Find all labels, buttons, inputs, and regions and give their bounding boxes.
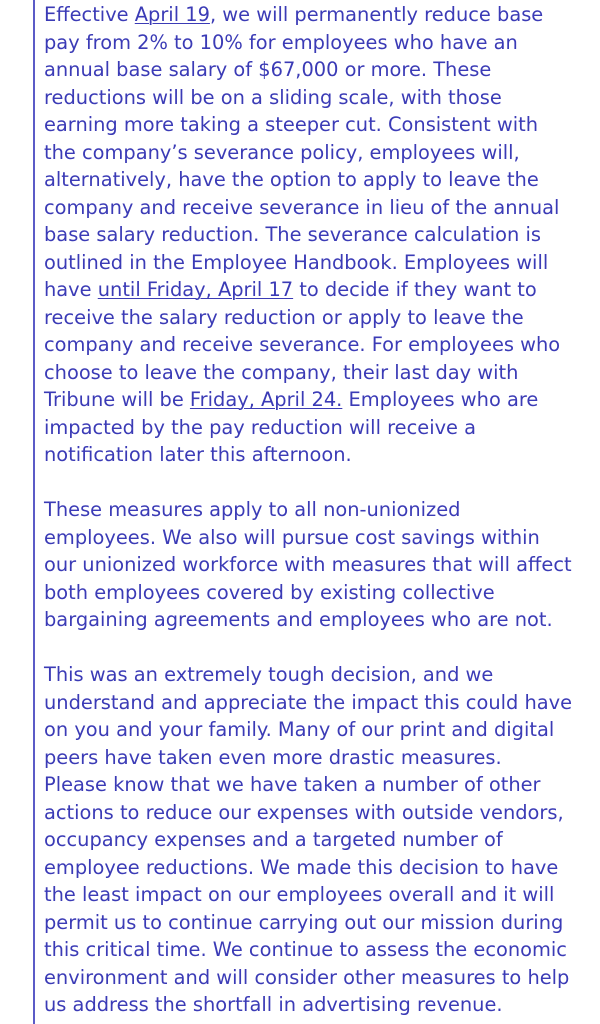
text-line: earning more taking a steeper cut. Consistent with <box>44 113 539 136</box>
text-line: Please know that we have taken a number of other <box>44 773 541 796</box>
text-line: base salary reduction. The severance calculation is <box>44 223 541 246</box>
text-line: These measures apply to all non-unionized <box>44 498 461 521</box>
text-line: bargaining agreements and employees who are not. <box>44 608 553 631</box>
paragraph-spacer <box>44 634 592 662</box>
text-line: company and receive severance in lieu of the annual <box>44 195 560 219</box>
text-line: annual base salary of $67,000 or more. These <box>44 58 492 81</box>
paragraph-spacer <box>44 469 592 497</box>
text-line: the company’s severance policy, employees will, <box>44 140 520 164</box>
text-line: environment and will consider other measures to help <box>44 965 570 989</box>
date-link-april-24[interactable]: Friday, April 24. <box>189 388 343 411</box>
text-line: this critical time. We continue to assess the economic <box>44 938 567 961</box>
text-line: actions to reduce our expenses with outside vendors, <box>44 800 564 824</box>
text-segment: , we will permanently reduce base <box>209 3 544 26</box>
text-line <box>44 386 592 414</box>
text-segment: Tribune will be <box>44 388 190 411</box>
text-line: reductions will be on a sliding scale, with those <box>44 85 502 109</box>
text-line: permit us to continue carrying out our mission during <box>44 910 564 934</box>
text-line: This was an extremely tough decision, and we <box>44 663 494 686</box>
text-line: understand and appreciate the impact this could have <box>44 690 573 714</box>
text-segment: Employees who are <box>342 388 539 411</box>
text-line: our unionized workforce with measures that will affect <box>44 553 572 576</box>
text-segment: to decide if they want to <box>293 278 537 301</box>
text-line: us address the shortfall in advertising revenue. <box>44 993 503 1016</box>
text-line: employee reductions. We made this decision to have <box>44 855 559 879</box>
date-link-april-17[interactable]: until Friday, April 17 <box>97 278 294 301</box>
text-line: company and receive severance. For employees who <box>44 333 561 356</box>
text-line: peers have taken even more drastic measures. <box>44 745 502 769</box>
date-link-april-19[interactable]: April 19 <box>134 3 210 26</box>
text-line: outlined in the Employee Handbook. Employees will <box>44 250 549 274</box>
message-text <box>44 1 592 1019</box>
text-line: receive the salary reduction or apply to leave the <box>44 305 524 329</box>
text-line: the least impact on our employees overall and it will <box>44 883 555 906</box>
quote-bar <box>33 0 35 1024</box>
text-line: both employees covered by existing collective <box>44 580 495 604</box>
text-line: occupancy expenses and a targeted number of <box>44 828 503 851</box>
text-line: impacted by the pay reduction will receive a <box>44 415 477 439</box>
text-line <box>44 276 592 304</box>
text-segment: have <box>44 278 98 301</box>
text-line: notification later this afternoon. <box>44 443 352 466</box>
text-line: choose to leave the company, their last day with <box>44 360 519 384</box>
text-line: pay from 2% to 10% for employees who have an <box>44 30 518 54</box>
paragraph-scope <box>44 496 592 634</box>
text-line: employees. We also will pursue cost savings within <box>44 525 540 549</box>
text-line: alternatively, have the option to apply to leave the <box>44 168 539 191</box>
text-line: on you and your family. Many of our print and digital <box>44 718 555 741</box>
paragraph-decision <box>44 661 592 1019</box>
text-segment: Effective <box>44 3 135 26</box>
text-line <box>44 1 592 29</box>
paragraph-pay-reduction <box>44 1 592 469</box>
